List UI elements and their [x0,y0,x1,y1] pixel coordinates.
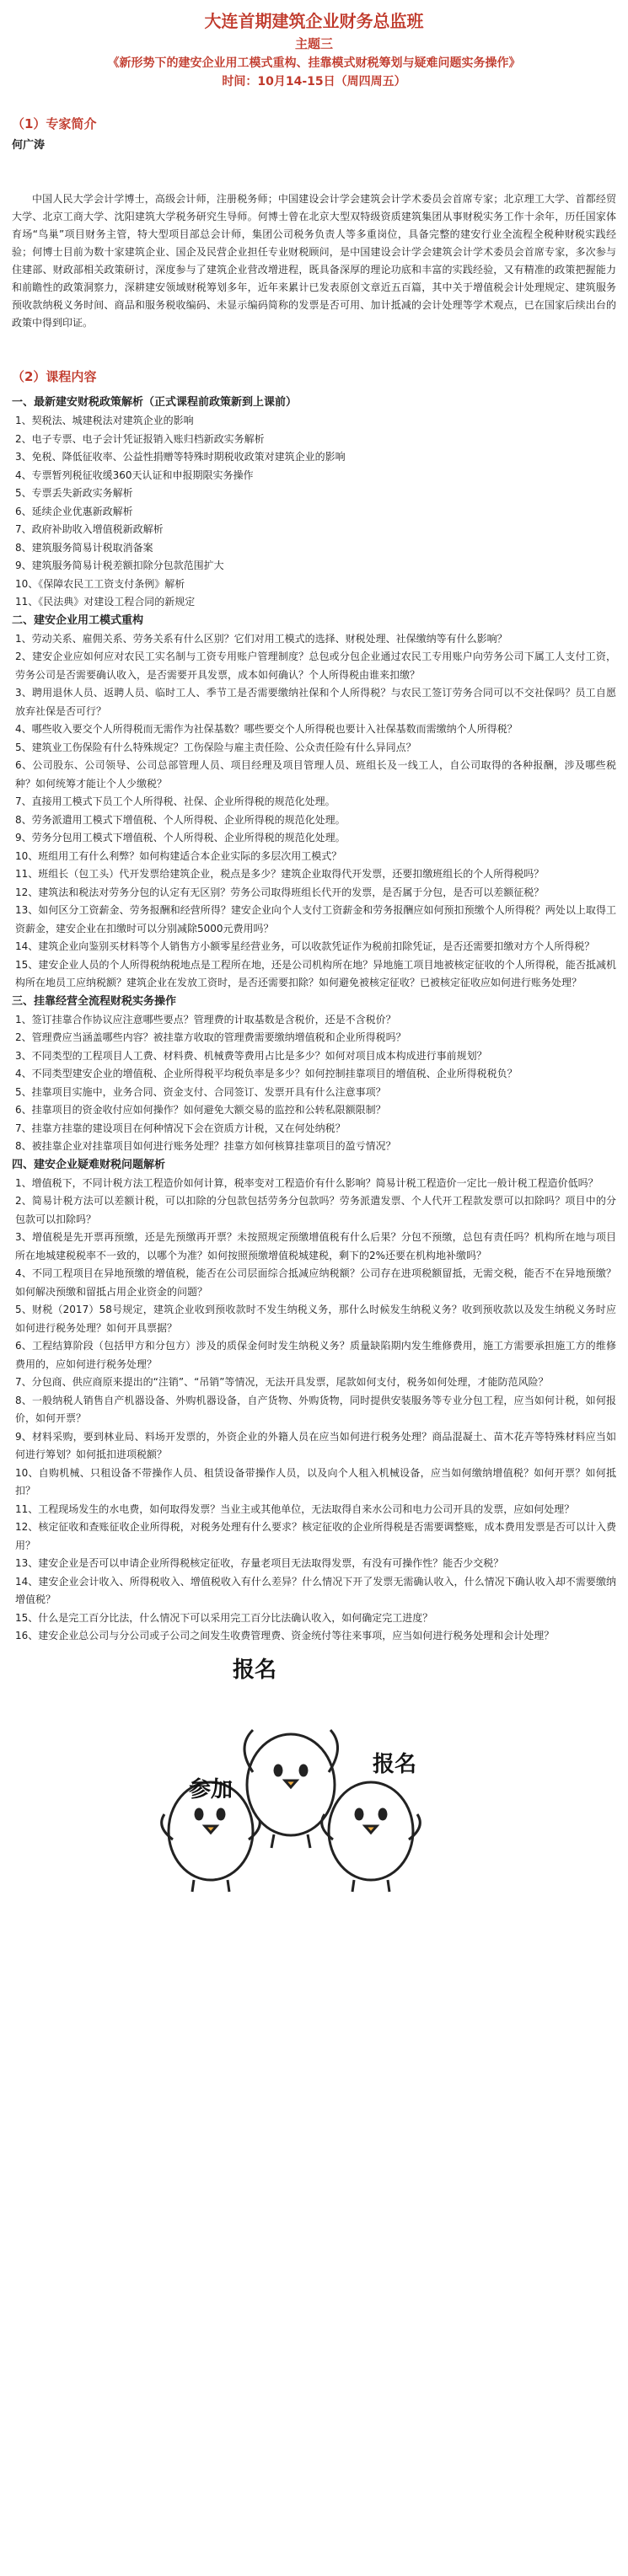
page-title: 大连首期建筑企业财务总监班 [204,11,424,31]
expert-bio: 中国人民大学会计学博士，高级会计师，注册税务师；中国建设会计学会建筑会计学术委员会首席专家；北京理工大学、首都经贸大学、北京工商大学、沈阳建筑大学税务研究生导师。何博士曾在北京大型双特级资质建筑集团从事财税实务工作十余年，历任国家体育场“鸟巢”项目财务主管，特大型项目部总会计师，集团公司税务负责人等多重岗位，具备完整的建安行业全流程全税种财税实践经验；何博士目前为数十家建筑企业、国企及民营企业担任专业财税顾问，是中国建设会计学会建筑会计学术委员会首席专家，多次参与住建部、财政部相关政策研讨，深度参与了建筑企业营改增进程，既具备深厚的理论功底和丰富的实践经验，又有精准的政策把握能力和前瞻性的政策洞察力，深耕建安领域财税筹划多年，近年来累计已发表原创文章近五百篇，其中关于增值税会计处理规定、建筑服务预收款纳税义务时间、商品和服务税收编码、未显示编码简称的发票是否可用、加计抵减的会计处理等学术观点，已在国家后续出台的政策中得到印证。 [12,193,616,329]
course-part-title: 四、建安企业疑难财税问题解析 [12,1158,166,1171]
course-item: 1、增值税下，不同计税方法工程造价如何计算，税率变对工程造价有什么影响？简易计税工程造价一定比一般计税工程造价低吗？ [15,1176,598,1189]
course-item: 5、专票丢失新政实务解析 [15,487,133,499]
expert-name: 何广涛 [12,139,46,152]
course-item: 2、电子专票、电子会计凭证报销入账归档新政实务解析 [15,432,265,445]
course-part-title: 三、挂靠经营全流程财税实务操作 [12,994,177,1008]
course-time: 时间：10月14-15日（周四周五） [222,75,406,88]
course-item: 10、自购机械、只租设备不带操作人员、租赁设备带操作人员，以及向个人租入机械设备，应当如何缴纳增值税？如何开票？如何抵扣？ [15,1466,616,1497]
course-item: 4、不同工程项目在异地预缴的增值税，能否在公司层面综合抵减应纳税额？公司存在进项税额留抵，无需交税，能否不在异地预缴？如何解决预缴和留抵占用企业资金的问题？ [15,1267,616,1298]
course-item: 13、如何区分工资薪金、劳务报酬和经营所得？建安企业向个人支付工资薪金和劳务报酬应如何预扣预缴个人所得税？两处以上取得工资薪金，建安企业在扣缴时可以分别减除5000元费用吗？ [15,904,616,935]
course-item: 5、挂靠项目实施中，业务合同、资金支付、合同签订、发票开具有什么注意事项？ [15,1085,386,1098]
course-item: 7、政府补助收入增值税新政解析 [15,523,164,535]
mascot-area [0,1646,628,1899]
course-item: 4、哪些收入要交个人所得税而无需作为社保基数？哪些要交个人所得税也要计入社保基数而需缴纳个人所得税？ [15,723,518,735]
course-item: 7、挂靠方挂靠的建设项目在何种情况下会在资质方计税，又在何处纳税？ [15,1122,346,1134]
expert-heading: （1）专家简介 [12,116,97,131]
course-item: 3、不同类型的工程项目人工费、材料费、机械费等费用占比是多少？如何对项目成本构成进行事前规划？ [15,1049,487,1062]
course-theme: 《新形势下的建安企业用工模式重构、挂靠模式财税筹划与疑难问题实务操作》 [107,56,521,70]
course-item: 11、工程现场发生的水电费，如何取得发票？当业主或其他单位，无法取得自来水公司和电力公司开具的发票，应如何处理？ [15,1502,575,1515]
course-item: 1、契税法、城建税法对建筑企业的影响 [15,415,194,426]
course-item: 2、管理费应当涵盖哪些内容？被挂靠方收取的管理费需要缴纳增值税和企业所得税吗？ [15,1031,406,1043]
course-item: 1、签订挂靠合作协议应注意哪些要点？管理费的计取基数是含税价，还是不含税价？ [15,1013,396,1026]
course-item: 15、什么是完工百分比法，什么情况下可以采用完工百分比法确认收入，如何确定完工进度？ [15,1611,433,1624]
course-item: 4、不同类型建安企业的增值税、企业所得税平均税负率是多少？如何控制挂靠项目的增值税、企业所得税税负？ [15,1068,518,1079]
course-item: 7、直接用工模式下员工个人所得税、社保、企业所得税的规范化处理。 [15,795,335,807]
course-item: 6、工程结算阶段（包括甲方和分包方）涉及的质保金何时发生纳税义务？质量缺陷期内发生维修费用，施工方需要承担施工方的维修费用的，应如何进行税务处理？ [15,1340,616,1370]
course-item: 5、建筑业工伤保险有什么特殊规定？工伤保险与雇主责任险、公众责任险有什么异同点？ [15,741,416,753]
course-item: 11、班组长（包工头）代开发票给建筑企业，税点是多少？建筑企业取得代开发票，还要扣缴班组长的个人所得税吗？ [15,868,545,880]
course-item: 3、聘用退休人员、返聘人员、临时工人、季节工是否需要缴纳社保和个人所得税？与农民工签订劳务合同可以不交社保吗？员工自愿放弃社保是否可行？ [15,687,616,717]
course-item: 6、挂靠项目的资金收付应如何操作？如何避免大额交易的监控和公转私限额限制？ [15,1104,386,1116]
course-item: 10、《保障农民工工资支付条例》解析 [15,577,185,590]
course-body [0,394,628,1646]
course-item: 8、劳务派遣用工模式下增值税、个人所得税、企业所得税的规范化处理。 [15,813,346,826]
course-item: 6、延续企业优惠新政解析 [15,505,133,517]
mascot-word-right: 报名 [373,1751,417,1777]
course-item: 6、公司股东、公司领导、公司总部管理人员、项目经理及项目管理人员、班组长及一线工人，自公司取得的各种报酬，涉及哪些税种？如何统筹才能让个人少缴税？ [15,759,616,790]
course-item: 2、简易计税方法可以差额计税，可以扣除的分包款包括劳务分包款吗？劳务派遣发票、个人代开工程款发票可以扣除吗？项目中的分包款可以扣除吗？ [15,1195,616,1225]
course-item: 8、一般纳税人销售自产机器设备、外购机器设备，自产货物、外购货物，同时提供安装服务等专业分包工程，应当如何计税，如何报价，如何开票？ [15,1394,616,1424]
course-part-title: 二、建安企业用工模式重构 [12,613,144,627]
course-item: 9、材料采购，要到林业局、料场开发票的，外资企业的外籍人员在应当如何进行税务处理？商品混凝土、苗木花卉等特殊材料应当如何进行筹划？如何抵扣进项税额？ [15,1430,616,1460]
course-item: 16、建安企业总公司与分公司或子公司之间发生收费管理费、资金统付等往来事项，应当如何进行税务处理和会计处理？ [15,1630,555,1641]
course-item: 7、分包商、供应商原来提出的“注销”、“吊销”等情况，无法开具发票，尾款如何支付，税务如何处理，才能防范风险？ [15,1376,549,1388]
course-item: 14、建安企业会计收入、所得税收入、增值税收入有什么差异？什么情况下开了发票无需确认收入，什么情况下确认收入却不需要缴纳增值税？ [15,1575,616,1605]
course-item: 1、劳动关系、雇佣关系、劳务关系有什么区别？它们对用工模式的选择、财税处理、社保缴纳等有什么影响？ [15,632,507,645]
page-subtitle: 主题三 [294,36,333,51]
course-item: 5、财税（2017）58号规定，建筑企业收到预收款时不发生纳税义务，那什么时候发生纳税义务？收到预收款以及发生纳税义务时应如何进行税务处理？如何开具票据？ [15,1304,616,1334]
course-item: 12、核定征收和查账征收企业所得税，对税务处理有什么要求？核定征收的企业所得税是否需要调整账，成本费用发票是否可以计入费用？ [15,1521,616,1551]
course-item: 3、增值税是先开票再预缴，还是先预缴再开票？未按照规定预缴增值税有什么后果？分包不预缴，总包有责任吗？机构所在地与项目所在地城建税税率不一致的，以哪个为准？如何按照预缴增值税城建税，剩下的2%还要在机构地补缴吗？ [15,1231,616,1261]
mascot-word-left: 参加 [189,1776,233,1802]
mascot-word-top: 报名 [233,1657,277,1683]
course-heading: （2）课程内容 [12,369,97,384]
header [0,0,628,91]
course-item: 2、建安企业应如何应对农民工实名制与工资专用账户管理制度？总包或分包企业通过农民工专用账户向劳务公司下属工人支付工资，劳务公司是否需要确认收入，是否需要开具发票，成本如何确认？个人所得税由谁来扣缴？ [15,651,616,681]
mascot-illustration [0,1646,628,1899]
course-item: 4、专票暂列税征收缓360天认证和申报期限实务操作 [15,469,254,481]
course-item: 14、建筑企业向鉴别买材料等个人销售方小额零星经营业务，可以收款凭证作为税前扣除凭证，是否还需要扣缴对方个人所得税？ [15,940,595,952]
course-item: 15、建安企业人员的个人所得税纳税地点是工程所在地，还是公司机构所在地？异地施工项目地被核定征收的个人所得税，能否抵减机构所在地员工应纳税额？建筑企业在发放工资时，是否还需要扣除？如何避免被核定征收？已被核定征收应如何进行账务处理？ [15,958,616,988]
course-item: 9、建筑服务简易计税差额扣除分包款范围扩大 [15,560,224,571]
course-part-title: 一、最新建安财税政策解析（正式课程前政策新到上课前） [12,396,298,409]
course-item: 13、建安企业是否可以申请企业所得税核定征收，存量老项目无法取得发票，有没有可操作性？能否少交税？ [15,1557,504,1569]
course-item: 11、《民法典》对建设工程合同的新规定 [15,596,196,608]
course-item: 9、劳务分包用工模式下增值税、个人所得税、企业所得税的规范化处理。 [15,832,346,843]
course-item: 12、建筑法和税法对劳务分包的认定有无区别？劳务公司取得班组长代开的发票，是否属于分包，是否可以差额征税？ [15,886,545,898]
course-item: 3、免税、降低征收率、公益性捐赠等特殊时期税收政策对建筑企业的影响 [15,451,346,463]
course-item: 8、被挂靠企业对挂靠项目如何进行账务处理？挂靠方如何核算挂靠项目的盈亏情况？ [15,1140,396,1152]
course-item: 10、班组用工有什么利弊？如何构建适合本企业实际的多层次用工模式？ [15,849,342,862]
course-item: 8、建筑服务简易计税取消备案 [15,541,153,554]
mascot-chick-right [322,1782,421,1892]
